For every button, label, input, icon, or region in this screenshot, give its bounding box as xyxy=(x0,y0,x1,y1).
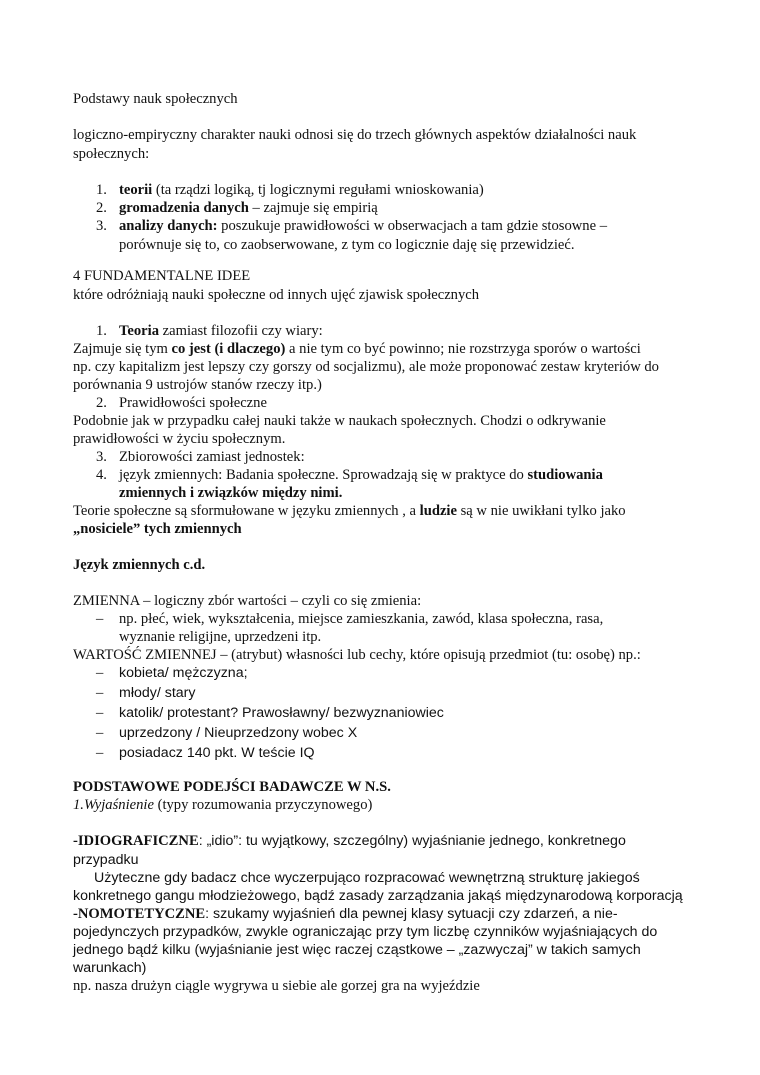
dash-bullet: – xyxy=(96,725,104,741)
list-item-text: np. płeć, wiek, wykształcenia, miejsce zamieszkania, zawód, klasa społeczna, rasa, xyxy=(119,611,604,627)
list-number: 4. xyxy=(96,467,107,483)
section-heading: PODSTAWOWE PODEJŚCI BADAWCZE W N.S. xyxy=(73,779,391,795)
list-item-continuation: porównuje się to, co zaobserwowane, z tym co logicznie daję się przewidzieć. xyxy=(119,237,575,253)
document-page: Podstawy nauk społecznych logiczno-empiryczny charakter nauki odnosi się do trzech głównych aspektów działalności nauk społecznych: 1. teorii (ta rządzi logiką, tj logicznymi regułami wnioskowania) 2. gromadzenia danych – zajmuje się empirią 3. analizy danych: poszukuje prawidłowości w obserwacjach a tam gdzie stosowne – porównuje się to, co zaobserwowane, z tym co logicznie daję się przewidzieć. 4 FUNDAMENTALNE IDEE które odróżniają nauki społeczne od innych ujęć zjawisk społecznych 1. Teoria zamiast filozofii czy wiary: Zajmuje się tym co jest (i dlaczego) a nie tym co być powinno; nie rozstrzyga sporów o wartości np. czy kapitalizm jest lepszy czy gorszy od socjalizmu), ale może proponować zestaw kryteriów do porównania 9 ustrojów stanów rzeczy itp.) 2. Prawidłowości społeczne Podobnie jak w przypadku całej nauki także w naukach społecznych. Chodzi o odkrywanie prawidłowości w życiu społecznym. 3. Zbiorowości zamiast jednostek: 4. język zmiennych: Badania społeczne. Sprowadzają się w praktyce do studiowania zmiennych i związków między nimi. Teorie społeczne są sformułowane w języku zmiennych , a ludzie są w nie uwikłani tylko jako „nosiciele” tych zmiennych Język zmiennych c.d. ZMIENNA – logiczny zbór wartości – czyli co się zmienia: – np. płeć, wiek, wykształcenia, miejsce zamieszkania, zawód, klasa społeczna, rasa, wyznanie religijne, uprzedzeni itp. WARTOŚĆ ZMIENNEJ – (atrybut) własności lub cechy, które opisują przedmiot (tu: osobę) np.: – kobieta/ mężczyzna; – młody/ stary – katolik/ protestant? Prawosławny/ bezwyznaniowiec – uprzedzony / Nieuprzedzony wobec X – posiadacz 140 pkt. W teście IQ PODSTAWOWE PODEJŚCI BADAWCZE W N.S. 1.Wyjaśnienie (typy rozumowania przyczynowego) -IDIOGRAFICZNE: „idio”: tu wyjątkowy, szczególny) wyjaśnianie jednego, konkretnego przypadku Użyteczne gdy badacz chce wyczerpująco rozpracować wewnętrzną strukturę jakiegoś konkretnego gangu młodzieżowego, bądź zasady zarządzania jakąś międzynarodową korporacją -NOMOTETYCZNE: szukamy wyjaśnień dla pewnej klasy sytuacji czy zdarzeń, a nie- pojedynczych przypadków, zwykle ograniczając przy tym liczbę czynników wyjaśniających do jednego bądź kilku (wyjaśnianie jest więc raczej cząstkowe – „zazwyczaj” w takich samych warunkach) np. nasza drużyn ciągle wygrywa u siebie ale gorzej gra na wyjeździe xyxy=(73,91,683,994)
section-subheading: 1.Wyjaśnienie (typy rozumowania przyczynowego) xyxy=(73,797,373,813)
paragraph-line: konkretnego gangu młodzieżowego, bądź zasady zarządzania jakąś międzynarodową korporacją xyxy=(73,888,683,904)
list-item-continuation: wyznanie religijne, uprzedzeni itp. xyxy=(119,629,322,645)
list-number: 1. xyxy=(96,182,107,198)
section-heading: 4 FUNDAMENTALNE IDEE xyxy=(73,268,251,284)
list-item-text: uprzedzony / Nieuprzedzony wobec X xyxy=(119,725,358,741)
intro-line: społecznych: xyxy=(73,146,150,162)
paragraph-line: Teorie społeczne są sformułowane w języku zmiennych , a ludzie są w nie uwikłani tylko jako xyxy=(73,503,626,519)
list-item-continuation: zmiennych i związków między nimi. xyxy=(119,485,343,501)
definition-line: ZMIENNA – logiczny zbór wartości – czyli co się zmienia: xyxy=(73,593,422,609)
list-item-text: młody/ stary xyxy=(119,685,196,701)
emphasis: ludzie xyxy=(419,503,457,519)
list-item-bold: gromadzenia danych xyxy=(119,200,249,216)
list-number: 2. xyxy=(96,395,107,411)
paragraph-line: „nosiciele” tych zmiennych xyxy=(73,521,242,537)
document-title: Podstawy nauk społecznych xyxy=(73,91,238,107)
paragraph-line: np. nasza drużyn ciągle wygrywa u siebie ale gorzej gra na wyjeździe xyxy=(73,978,480,994)
list-item-text: zamiast filozofii czy wiary: xyxy=(159,323,323,339)
dash-bullet: – xyxy=(96,745,104,761)
intro-line: logiczno-empiryczny charakter nauki odnosi się do trzech głównych aspektów działalności nauk xyxy=(73,127,637,143)
section-heading: Język zmiennych c.d. xyxy=(73,557,206,573)
term-label: -IDIOGRAFICZNE xyxy=(73,833,199,849)
list-number: 3. xyxy=(96,449,107,465)
emphasis: co jest (i dlaczego) xyxy=(171,341,286,357)
list-item-text: posiadacz 140 pkt. W teście IQ xyxy=(119,745,315,761)
paragraph-line: Zajmuje się tym co jest (i dlaczego) a nie tym co być powinno; nie rozstrzyga sporów o wartości xyxy=(73,341,641,357)
list-item-text: poszukuje prawidłowości w obserwacjach a tam gdzie stosowne – xyxy=(217,218,607,234)
list-number: 2. xyxy=(96,200,107,216)
list-item-bold: analizy danych: xyxy=(119,218,218,234)
list-number: 1. xyxy=(96,323,107,339)
list-item-text: (ta rządzi logiką, tj logicznymi regułami wnioskowania) xyxy=(152,182,484,198)
section-subheading: które odróżniają nauki społeczne od innych ujęć zjawisk społecznych xyxy=(73,287,480,303)
definition-line: WARTOŚĆ ZMIENNEJ – (atrybut) własności lub cechy, które opisują przedmiot (tu: osobę) np.: xyxy=(73,647,641,663)
paragraph-line: -NOMOTETYCZNE: szukamy wyjaśnień dla pewnej klasy sytuacji czy zdarzeń, a nie- xyxy=(73,906,618,922)
paragraph-line: przypadku xyxy=(73,852,139,868)
dash-bullet: – xyxy=(96,685,104,701)
list-item-text: – zajmuje się empirią xyxy=(248,200,378,216)
paragraph-line: pojedynczych przypadków, zwykle ograniczając przy tym liczbę czynników wyjaśniających do xyxy=(73,924,658,940)
paragraph-line: porównania 9 ustrojów stanów rzeczy itp.) xyxy=(73,377,322,393)
term-label: -NOMOTETYCZNE xyxy=(73,906,206,922)
list-item-text: katolik/ protestant? Prawosławny/ bezwyznaniowiec xyxy=(119,705,444,721)
dash-bullet: – xyxy=(96,705,104,721)
dash-bullet: – xyxy=(96,611,104,627)
list-number: 3. xyxy=(96,218,107,234)
list-item-bold: Teoria xyxy=(119,323,159,339)
paragraph-line: np. czy kapitalizm jest lepszy czy gorszy od socjalizmu), ale może proponować zestaw kryteriów do xyxy=(73,359,659,375)
paragraph-line: warunkach) xyxy=(73,960,147,976)
list-item-text: kobieta/ mężczyzna; xyxy=(119,665,248,681)
paragraph-line: -IDIOGRAFICZNE: „idio”: tu wyjątkowy, szczególny) wyjaśnianie jednego, konkretnego xyxy=(73,833,626,849)
paragraph-line: jednego bądź kilku (wyjaśnianie jest więc raczej cząstkowe – „zazwyczaj” w takich samych xyxy=(73,942,641,958)
paragraph-line: Podobnie jak w przypadku całej nauki także w naukach społecznych. Chodzi o odkrywanie xyxy=(73,413,606,429)
paragraph-line: prawidłowości w życiu społecznym. xyxy=(73,431,286,447)
list-item-bold: teorii xyxy=(119,182,153,198)
paragraph-line: Użyteczne gdy badacz chce wyczerpująco rozpracować wewnętrzną strukturę jakiegoś xyxy=(94,870,640,886)
list-item-text: Prawidłowości społeczne xyxy=(119,395,267,411)
dash-bullet: – xyxy=(96,665,104,681)
emphasis: studiowania xyxy=(527,467,603,483)
list-item-text: Zbiorowości zamiast jednostek: xyxy=(119,449,305,465)
